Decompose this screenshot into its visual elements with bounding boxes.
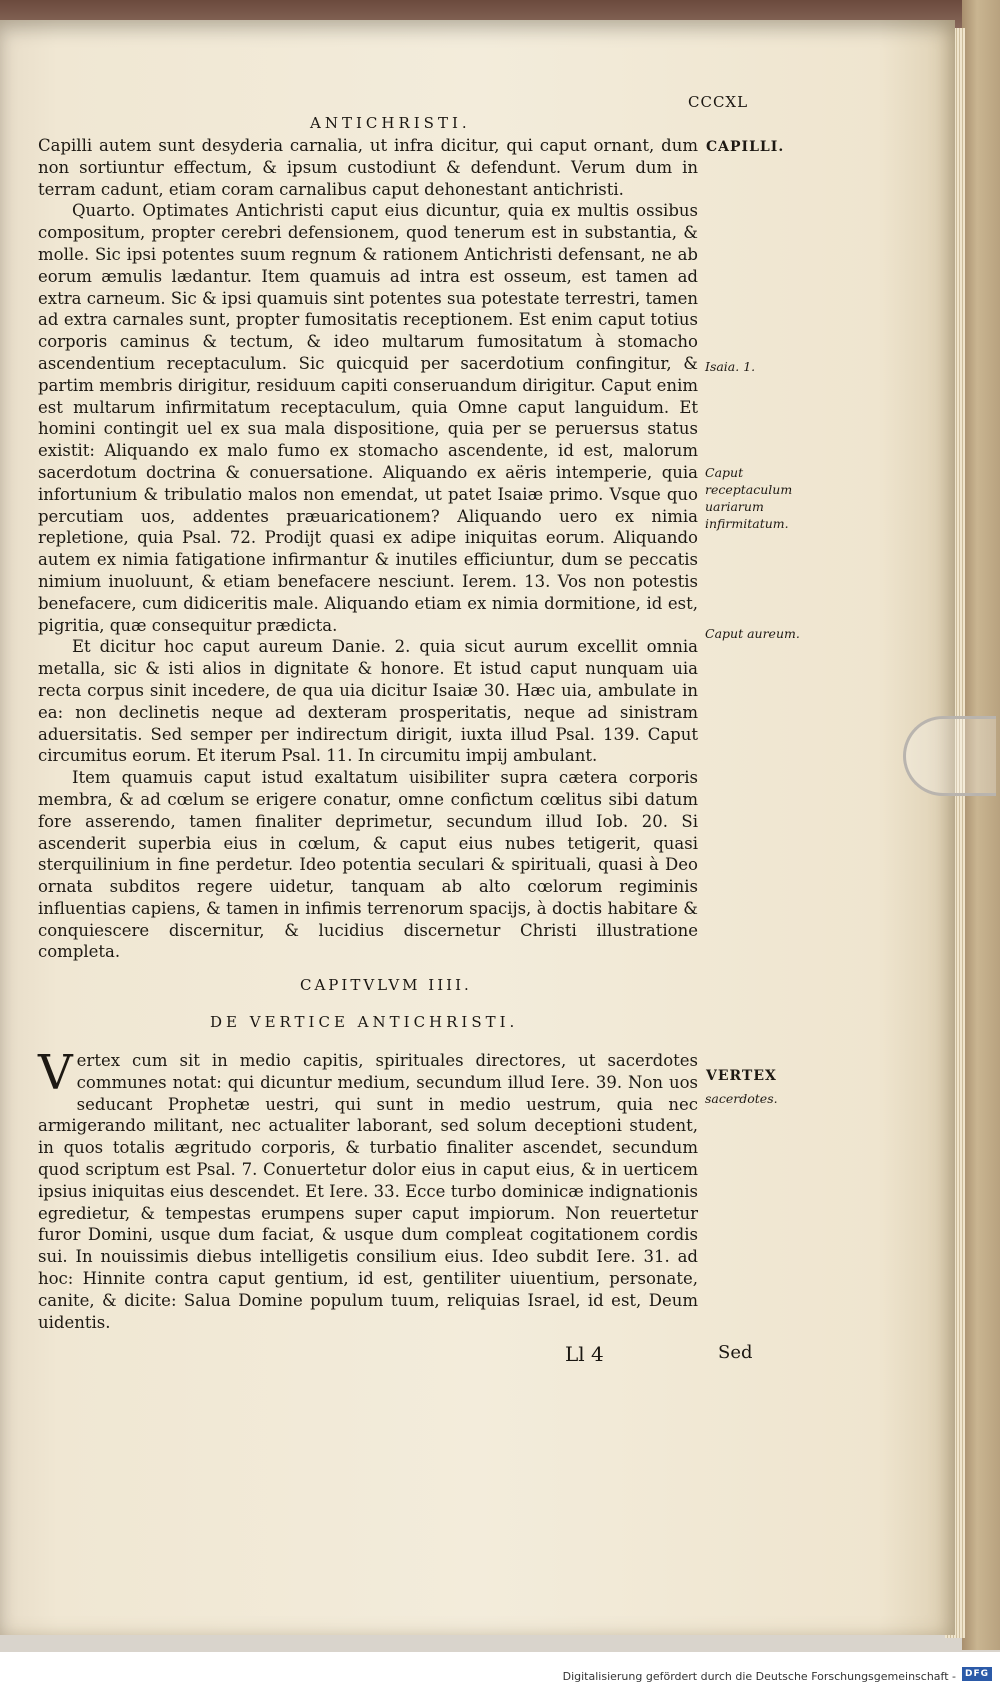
paragraph-quarto: Quarto. Optimates Antichristi caput eius dicuntur, quia ex multis ossibus compositum, propter cerebri defensionem, quod tenerum est in substantia, & molle. Sic ipsi potentes suum regnum & rationem Antichristi defensant, ne ab eorum æmulis lædantur. Item quamuis ad intra est osseum, est tamen ad extra carneum. Sic & ipsi quamuis sint potentes sua potestate terrestri, tamen ad extra carnales sunt, propter fumositatis receptionem. Est enim caput totius corporis caminus & tectum, & ideo multarum fumositatum à stomacho ascendentium receptaculum. Sic quicquid per sacerdotium confingitur, & partim membris dirigitur, residuum capiti conseruandum dirigitur. Caput enim est multarum infirmitatum receptaculum, quia Omne caput languidum. Et homini contingit uel ex sua mala dispositione, quia per se peruersus status existit: Aliquando ex malo fumo ex stomacho ascendente, id est, malorum sacerdotum doctrina & conuersatione. Aliquando ex aëris intemperie, quia infortunium & tribulatio malos non emendat, ut patet Isaiæ primo. Vsque quo percutiam uos, addentes præuaricationem? Aliquando uero ex nimia repletione, quia Psal. 72. Prodijt quasi ex adipe iniquitas eorum. Aliquando autem ex nimia fatigatione infirmantur & inutiles efficiuntur, dum se peccatis nimium inuoluunt, & etiam benefacere nesciunt. Ierem. 13. Vos non potestis benefacere, cum didiceritis male. Aliquando etiam ex nimia dormitione, id est, pigritia, quæ consequitur prædicta. (38, 201, 698, 635)
paper-clip (903, 716, 996, 796)
dfg-logo: DFG (962, 1667, 992, 1681)
running-head: ANTICHRISTI. (310, 114, 471, 132)
folio-number: CCCXL (688, 93, 749, 111)
catchword: Sed (718, 1342, 753, 1363)
paragraph-item: Item quamuis caput istud exaltatum uisibiliter supra cætera corporis membra, & ad cœlum se erigere conatur, omne confictum cœlitus sibi datum fore asserendo, tamen finaliter deprimetur, secundum illud Iob. 20. Si ascenderit superbia eius in cœlum, & caput eius nubes tetigerit, quasi sterquilinium in fine perdetur. Ideo potentia seculari & spirituali, quasi à Deo ornata subditos regere uidetur, tanquam ab alto cœlorum regiminis influentias capiens, & tamen in infimis terrenorum spacijs, à doctis habitare & conquiescere discernitur, & lucidius discernetur Christi illustratione completa. (38, 768, 698, 962)
margin-note-caput-aureum: Caput aureum. (705, 626, 800, 641)
margin-note-isaia: Isaia. 1. (705, 359, 756, 374)
chapter-title: CAPITVLVM IIII. (300, 976, 472, 994)
chapter-paragraph: ertex cum sit in medio capitis, spirituales directores, ut sacerdotes communes notat: qui dicuntur medium, secundum illud Iere. 39. Non uos seducant Prophetæ uestri, qui sunt in medio uestrum, quia nec armigerando militant, nec actualiter laborant, sed solum deceptioni student, in quos totalis ægritudo corporis, & turbatio finaliter ascendet, secundum quod scriptum est Psal. 7. Conuertetur dolor eius in caput eius, & in uerticem ipsius iniquitas eius descendet. Et Iere. 33. Ecce turbo dominicæ indignationis egredietur, & tempestas erumpens super caput impiorum. Non reuertetur furor Domini, usque dum faciat, & usque dum compleat cogitationem cordis sui. In nouissimis diebus intelligetis consilium eius. Ideo subdit Iere. 31. ad hoc: Hinnite contra caput gentium, id est, gentiliter uiuentium, personate, canite, & dicite: Salua Domine populum tuum, reliquias Israel, id est, Deum uidentis. (38, 1051, 698, 1332)
margin-note-vertex: VERTEX (706, 1068, 777, 1084)
drop-cap: V (38, 1045, 73, 1101)
digitization-credit: Digitalisierung gefördert durch die Deutsche Forschungsgemeinschaft - (562, 1670, 956, 1683)
book-cover-edge (962, 0, 1000, 1650)
paragraph-caput-aureum: Et dicitur hoc caput aureum Danie. 2. quia sicut aurum excellit omnia metalla, sic & isti alios in dignitate & honore. Et istud caput nunquam uia recta corpus sinit incedere, de qua uia dicitur Isaiæ 30. Hæc uia, ambulate in ea: non declinetis neque ad dexteram prosperitatis, neque ad sinistram aduersitatis. Sed semper per indirectum dirigit, iuxta illud Psal. 139. Caput circumitus eorum. Et iterum Psal. 11. In circumitu impij ambulant. (38, 637, 698, 766)
margin-note-capilli: CAPILLI. (706, 139, 785, 155)
chapter-text (38, 1045, 698, 1333)
paragraph-capilli: Capilli autem sunt desyderia carnalia, ut infra dicitur, qui caput ornant, dum non sortiuntur effectum, & ipsum custodiunt & defendunt. Verum dum in terram cadunt, etiam coram carnalibus caput dehonestant antichristi. (38, 136, 698, 199)
chapter-subtitle: DE VERTICE ANTICHRISTI. (210, 1013, 519, 1031)
main-text (38, 135, 698, 963)
margin-note-sacerdotes: sacerdotes. (705, 1091, 778, 1106)
signature-mark: Ll 4 (565, 1342, 604, 1366)
margin-note-caput-receptaculum: Caput receptaculum uariarum infirmitatum. (705, 465, 793, 531)
